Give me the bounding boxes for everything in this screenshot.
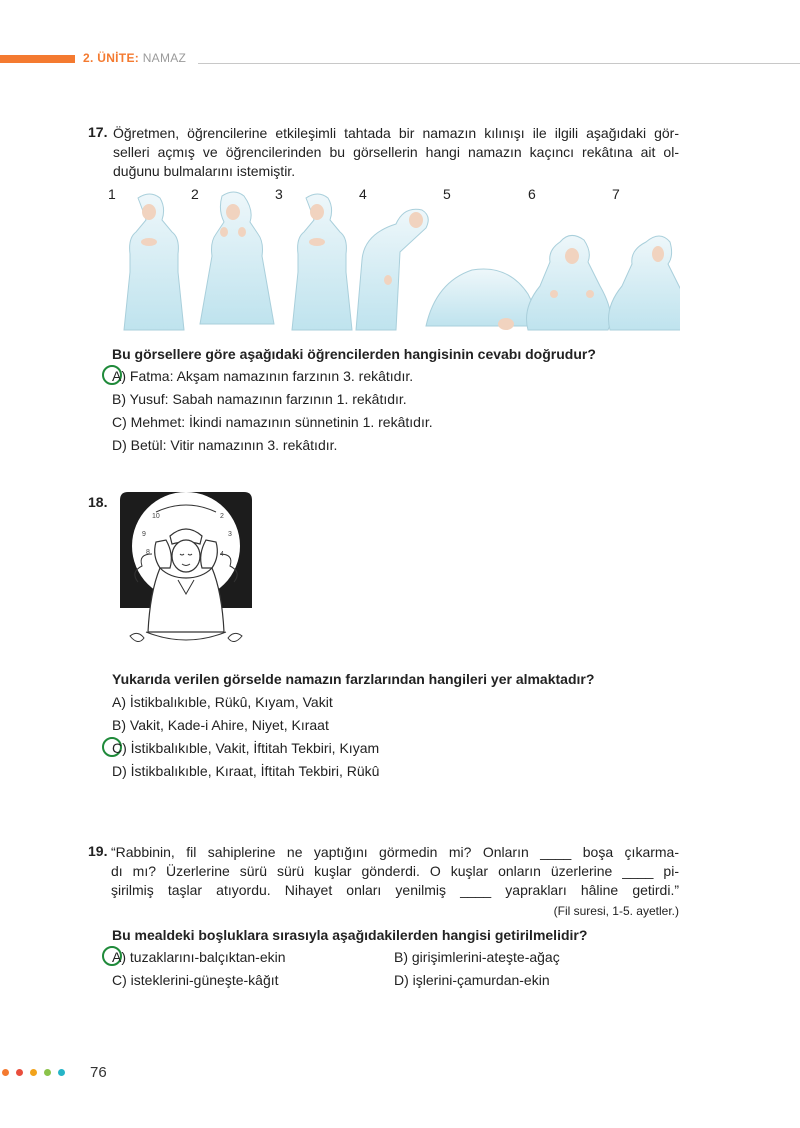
option-text: işlerini-çamurdan-ekin bbox=[412, 972, 550, 988]
q18-option-b[interactable] bbox=[112, 717, 329, 733]
posture-salam-figure bbox=[609, 236, 681, 330]
q19-text-line-1: “Rabbinin, fil sahiplerine ne yaptığını görmedin mi? Onların ____ boşa çıkarma- bbox=[111, 844, 679, 860]
option-text: Fatma: Akşam namazının farzının 3. rekâtıdır. bbox=[129, 368, 414, 384]
q19-option-c[interactable] bbox=[112, 972, 279, 988]
figure-label: 6 bbox=[528, 186, 536, 202]
q19-option-b[interactable] bbox=[394, 949, 560, 965]
footer-dot bbox=[30, 1069, 37, 1076]
q19-text-line-3: şirilmiş taşlar atıyordu. Nihayet onları yenilmiş ____ yaprakları hâline getirdi.” bbox=[111, 882, 679, 898]
option-text: isteklerini-güneşte-kâğıt bbox=[130, 972, 279, 988]
q17-text-line-3: duğunu bulmalarını istemiştir. bbox=[113, 163, 296, 179]
svg-text:10: 10 bbox=[152, 513, 160, 520]
unit-label: 2. ÜNİTE: bbox=[83, 51, 140, 65]
option-letter: B) bbox=[394, 949, 408, 965]
option-text: Vakit, Kade-i Ahire, Niyet, Kıraat bbox=[129, 717, 329, 733]
posture-qiyam-figure bbox=[124, 194, 184, 330]
option-text: İstikbalıkıble, Kıraat, İftitah Tekbiri, Rükû bbox=[130, 763, 380, 779]
q18-option-c[interactable] bbox=[112, 740, 379, 756]
option-text: Yusuf: Sabah namazının farzının 1. rekâtıdır. bbox=[129, 391, 407, 407]
header-rule bbox=[198, 63, 800, 64]
q19-question: Bu mealdeki boşluklara sırasıyla aşağıdakilerden hangisi getirilmelidir? bbox=[112, 927, 588, 943]
option-text: tuzaklarını-balçıktan-ekin bbox=[129, 949, 286, 965]
option-letter: C) bbox=[112, 414, 127, 430]
q18-option-d[interactable] bbox=[112, 763, 379, 779]
option-text: İstikbalıkıble, Rükû, Kıyam, Vakit bbox=[129, 694, 333, 710]
q17-number: 17. bbox=[88, 124, 108, 140]
page-number: 76 bbox=[90, 1064, 107, 1081]
q17-option-d[interactable] bbox=[112, 437, 337, 453]
header-accent-bar bbox=[0, 55, 75, 63]
option-letter: A) bbox=[112, 368, 126, 384]
q19-option-d[interactable] bbox=[394, 972, 550, 988]
figure-label: 3 bbox=[275, 186, 283, 202]
q18-option-a[interactable] bbox=[112, 694, 333, 710]
option-text: Mehmet: İkindi namazının sünnetinin 1. rekâtıdır. bbox=[130, 414, 433, 430]
boy-raising-hands-illustration bbox=[116, 490, 256, 660]
q19-option-a[interactable] bbox=[112, 949, 286, 965]
posture-qiyam-figure bbox=[292, 194, 352, 330]
posture-ruku-figure bbox=[356, 209, 428, 330]
q19-text-line-2: dı mı? Üzerlerine sürü sürü kuşlar gönderdi. O kuşlar onların üzerlerine ____ pi- bbox=[111, 863, 679, 879]
option-letter: D) bbox=[394, 972, 409, 988]
option-text: girişimlerini-ateşte-ağaç bbox=[411, 949, 560, 965]
svg-text:4: 4 bbox=[220, 551, 224, 558]
svg-text:3: 3 bbox=[228, 531, 232, 538]
unit-title: NAMAZ bbox=[142, 51, 187, 65]
option-letter: C) bbox=[112, 740, 127, 756]
option-letter: B) bbox=[112, 391, 126, 407]
q17-question: Bu görsellere göre aşağıdaki öğrencilerden hangisinin cevabı doğrudur? bbox=[112, 346, 596, 362]
figure-label: 4 bbox=[359, 186, 367, 202]
q17-text-line-2: selleri açmış ve öğrencilerinden bu görsellerin hangi namazın kaçıncı rekâtına ait ol- bbox=[113, 144, 679, 160]
q19-number: 19. bbox=[88, 843, 108, 859]
footer-dot bbox=[44, 1069, 51, 1076]
posture-sujud-figure bbox=[426, 269, 534, 330]
footer-dot bbox=[16, 1069, 23, 1076]
option-text: Betül: Vitir namazının 3. rekâtıdır. bbox=[130, 437, 338, 453]
figure-label: 7 bbox=[612, 186, 620, 202]
posture-sitting-figure bbox=[527, 235, 611, 330]
option-letter: D) bbox=[112, 437, 127, 453]
posture-tekbir-figure bbox=[200, 192, 274, 324]
q17-text-line-1: Öğretmen, öğrencilerine etkileşimli tahtada bir namazın kılınışı ile ilgili aşağıdaki gör- bbox=[113, 125, 679, 141]
q19-source: (Fil suresi, 1-5. ayetler.) bbox=[553, 904, 679, 918]
q18-number: 18. bbox=[88, 494, 108, 510]
figure-label: 5 bbox=[443, 186, 451, 202]
svg-text:8: 8 bbox=[146, 549, 150, 556]
q17-option-c[interactable] bbox=[112, 414, 433, 430]
option-letter: C) bbox=[112, 972, 127, 988]
footer-dot bbox=[2, 1069, 9, 1076]
option-letter: B) bbox=[112, 717, 126, 733]
option-text: İstikbalıkıble, Vakit, İftitah Tekbiri, Kıyam bbox=[130, 740, 380, 756]
svg-text:9: 9 bbox=[142, 531, 146, 538]
option-letter: A) bbox=[112, 694, 126, 710]
option-letter: D) bbox=[112, 763, 127, 779]
prayer-postures-figure bbox=[100, 190, 680, 342]
svg-text:2: 2 bbox=[220, 513, 224, 520]
option-letter: A) bbox=[112, 949, 126, 965]
q17-option-b[interactable] bbox=[112, 391, 407, 407]
figure-label: 2 bbox=[191, 186, 199, 202]
figure-label: 1 bbox=[108, 186, 116, 202]
footer-dot bbox=[58, 1069, 65, 1076]
unit-header bbox=[83, 51, 186, 65]
q18-question: Yukarıda verilen görselde namazın farzlarından hangileri yer almaktadır? bbox=[112, 671, 595, 687]
q17-option-a[interactable] bbox=[112, 368, 413, 384]
